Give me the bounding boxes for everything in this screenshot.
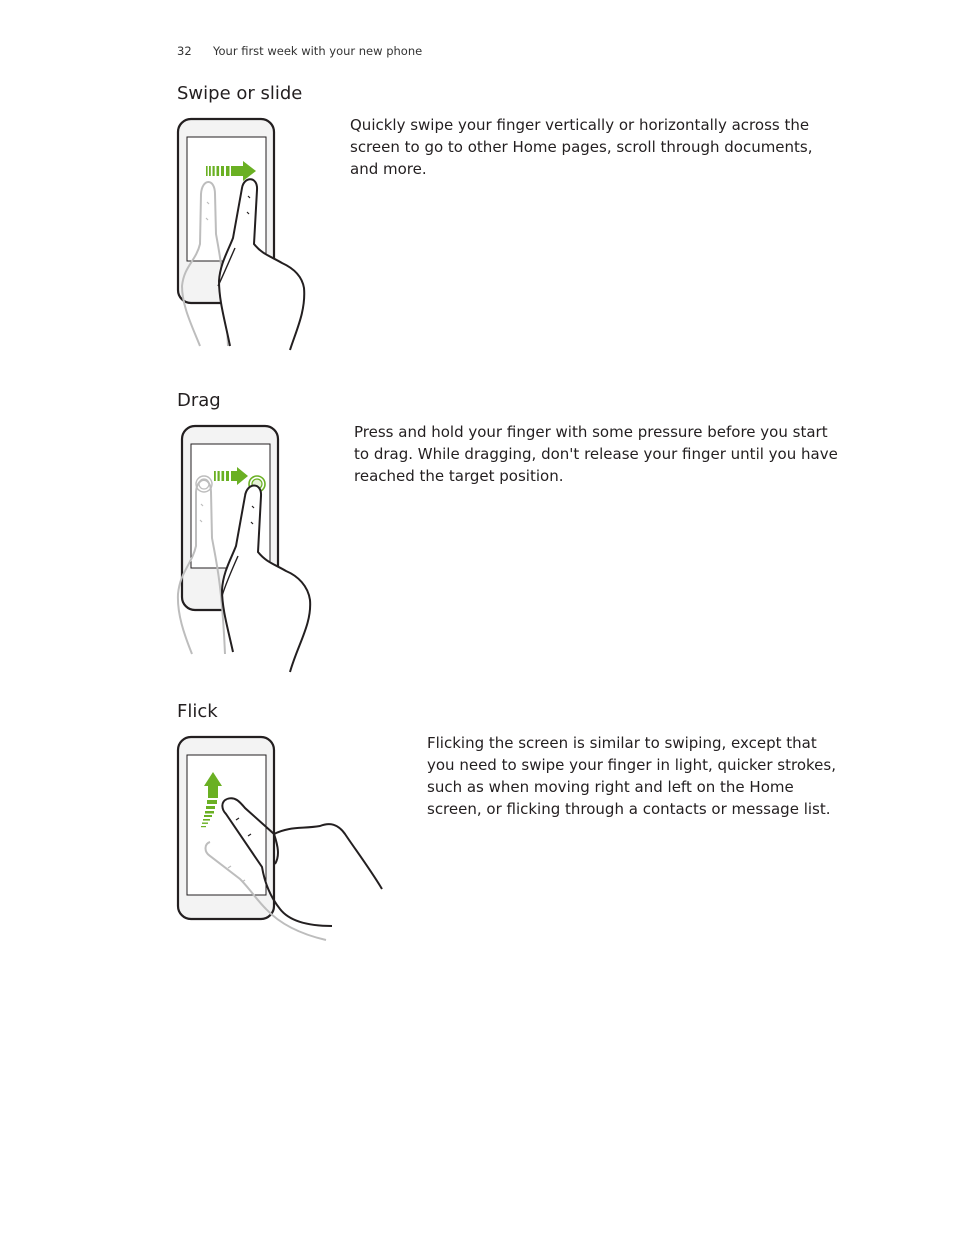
page-header (177, 44, 422, 58)
section-text-drag: Press and hold your finger with some pressure before you start to drag. While dragging, don't release your finger until you have reached the target position. (354, 423, 838, 485)
section-text-swipe: Quickly swipe your finger vertically or horizontally across the screen to go to other Home pages, scroll through documents, and more. (350, 116, 813, 178)
swipe-gesture-illustration (170, 116, 320, 356)
section-heading-flick: Flick (177, 701, 218, 722)
section-heading-drag: Drag (177, 390, 221, 411)
section-heading-swipe: Swipe or slide (177, 83, 303, 104)
drag-gesture-illustration (170, 424, 320, 674)
section-text-flick: Flicking the screen is similar to swiping, except that you need to swipe your finger in light, quicker strokes, such as when moving right and left on the Home screen, or flicking through a contacts or message list. (427, 734, 836, 818)
phone-screen (187, 755, 266, 895)
flick-gesture-illustration (170, 734, 392, 946)
chapter-title: Your first week with your new phone (213, 44, 423, 58)
page-number: 32 (177, 44, 192, 58)
